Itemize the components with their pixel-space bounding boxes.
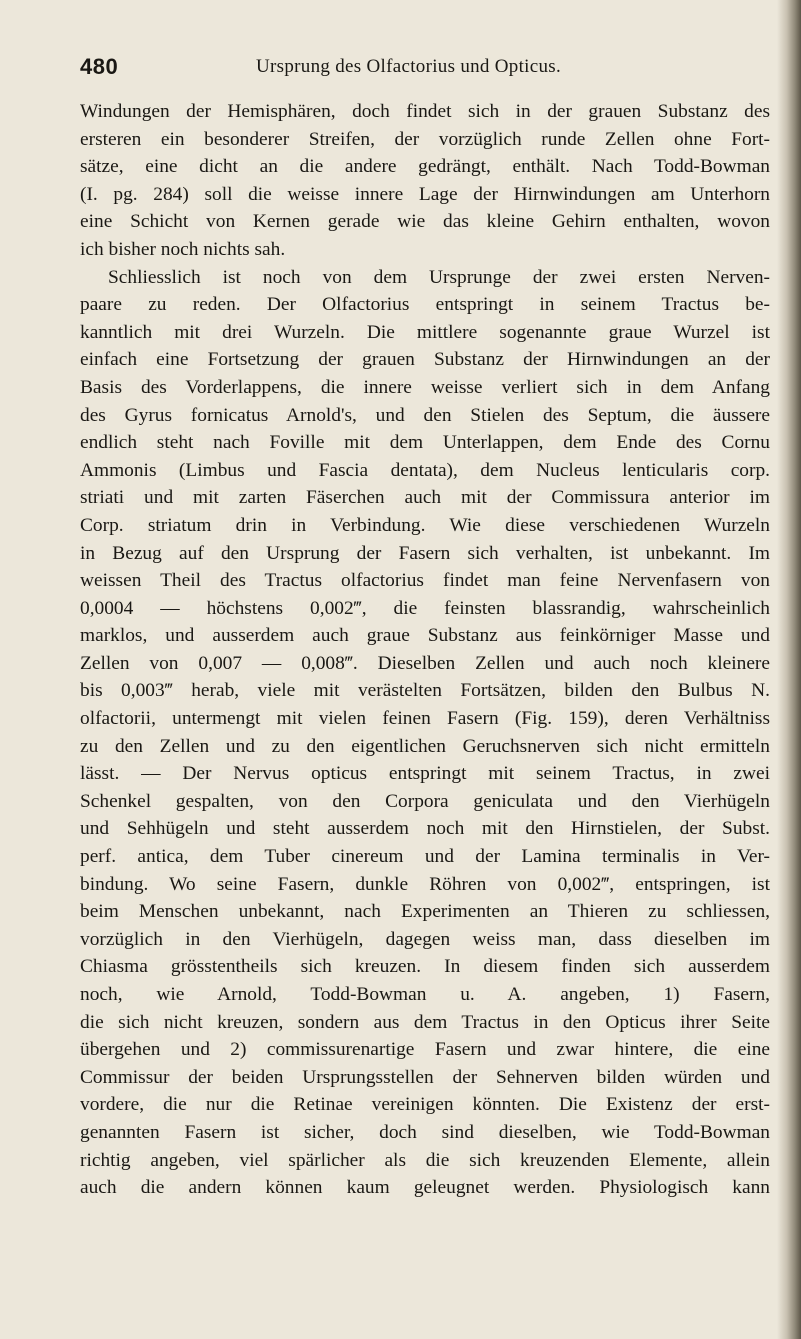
text-line: Chiasma grösstentheils sich kreuzen. In diesem finden sich ausserdem bbox=[80, 956, 770, 978]
body-text bbox=[80, 98, 770, 1202]
text-line: Ammonis (Limbus und Fascia dentata), dem Nucleus lenticularis corp. bbox=[80, 459, 770, 481]
text-line: olfactorii, untermengt mit vielen feinen Fasern (Fig. 159), deren Verhältniss bbox=[80, 708, 770, 730]
text-line: ersteren ein besonderer Streifen, der vorzüglich runde Zellen ohne Fort- bbox=[80, 128, 770, 150]
page-header bbox=[0, 46, 801, 86]
text-line: vordere, die nur die Retinae vereinigen könnten. Die Existenz der erst- bbox=[80, 1094, 770, 1116]
text-line: Schenkel gespalten, von den Corpora geniculata und den Vierhügeln bbox=[80, 790, 770, 812]
text-line: die sich nicht kreuzen, sondern aus dem Tractus in den Opticus ihrer Seite bbox=[80, 1011, 770, 1033]
text-line: Zellen von 0,007 — 0,008‴. Dieselben Zellen und auch noch kleinere bbox=[80, 652, 770, 674]
text-line: Commissur der beiden Ursprungsstellen der Sehnerven bilden würden und bbox=[80, 1066, 770, 1088]
text-line: ich bisher noch nichts sah. bbox=[80, 238, 286, 260]
text-line: marklos, und ausserdem auch graue Substanz aus feinkörniger Masse und bbox=[80, 625, 770, 647]
text-line: Schliesslich ist noch von dem Ursprunge der zwei ersten Nerven- bbox=[108, 266, 770, 288]
text-line: beim Menschen unbekannt, nach Experimenten an Thieren zu schliessen, bbox=[80, 901, 770, 923]
text-line: bindung. Wo seine Fasern, dunkle Röhren von 0,002‴, entspringen, ist bbox=[80, 873, 770, 895]
text-line: in Bezug auf den Ursprung der Fasern sich verhalten, ist unbekannt. Im bbox=[80, 542, 770, 564]
text-line: zu den Zellen und zu den eigentlichen Geruchsnerven sich nicht ermitteln bbox=[80, 735, 770, 757]
text-line: weissen Theil des Tractus olfactorius findet man feine Nervenfasern von bbox=[80, 570, 770, 592]
text-line: und Sehhügeln und steht ausserdem noch mit den Hirnstielen, der Subst. bbox=[80, 818, 770, 840]
text-line: genannten Fasern ist sicher, doch sind dieselben, wie Todd-Bowman bbox=[80, 1121, 770, 1143]
text-line: kanntlich mit drei Wurzeln. Die mittlere sogenannte graue Wurzel ist bbox=[80, 321, 770, 343]
text-line: Corp. striatum drin in Verbindung. Wie diese verschiedenen Wurzeln bbox=[80, 514, 770, 536]
text-line: noch, wie Arnold, Todd-Bowman u. A. angeben, 1) Fasern, bbox=[80, 984, 770, 1005]
text-line: übergehen und 2) commissurenartige Fasern und zwar hintere, die eine bbox=[80, 1039, 770, 1061]
text-line: richtig angeben, viel spärlicher als die sich kreuzenden Elemente, allein bbox=[80, 1149, 770, 1171]
page-number: 480 bbox=[80, 54, 119, 79]
text-line: lässt. — Der Nervus opticus entspringt mit seinem Tractus, in zwei bbox=[80, 763, 770, 785]
page-edge-shadow bbox=[777, 0, 801, 1339]
text-line: 0,0004 — höchstens 0,002‴, die feinsten blassrandig, wahrscheinlich bbox=[80, 597, 770, 619]
text-line: eine Schicht von Kernen gerade wie das kleine Gehirn enthalten, wovon bbox=[80, 211, 770, 233]
text-line: (I. pg. 284) soll die weisse innere Lage der Hirnwindungen am Unterhorn bbox=[80, 183, 770, 205]
text-line: vorzüglich in den Vierhügeln, dagegen weiss man, dass dieselben im bbox=[80, 928, 770, 950]
running-head: Ursprung des Olfactorius und Opticus. bbox=[256, 56, 562, 77]
text-line: endlich steht nach Foville mit dem Unterlappen, dem Ende des Cornu bbox=[80, 432, 770, 454]
text-line: einfach eine Fortsetzung der grauen Substanz der Hirnwindungen an der bbox=[80, 349, 770, 371]
text-line: auch die andern können kaum geleugnet werden. Physiologisch kann bbox=[80, 1177, 770, 1199]
text-line: Basis des Vorderlappens, die innere weisse verliert sich in dem Anfang bbox=[80, 376, 770, 398]
text-line: bis 0,003‴ herab, viele mit verästelten Fortsätzen, bilden den Bulbus N. bbox=[80, 680, 770, 702]
text-line: Windungen der Hemisphären, doch findet sich in der grauen Substanz des bbox=[80, 101, 770, 122]
text-line: sätze, eine dicht an die andere gedrängt, enthält. Nach Todd-Bowman bbox=[80, 156, 770, 178]
text-line: paare zu reden. Der Olfactorius entspringt in seinem Tractus be- bbox=[80, 294, 770, 316]
text-line: des Gyrus fornicatus Arnold's, und den Stielen des Septum, die äussere bbox=[80, 404, 770, 426]
text-line: striati und mit zarten Fäserchen auch mit der Commissura anterior im bbox=[80, 487, 770, 509]
text-line: perf. antica, dem Tuber cinereum und der Lamina terminalis in Ver- bbox=[80, 846, 770, 868]
